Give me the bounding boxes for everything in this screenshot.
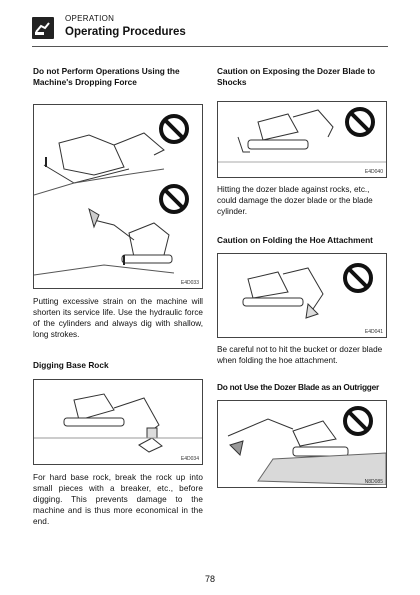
left-column (33, 66, 203, 527)
figure-code: E4D034 (180, 456, 199, 462)
prohibited-icon (158, 183, 190, 215)
dozer-shock-text: Hitting the dozer blade against rocks, etc., could damage the dozer blade or the blade cylinder. (217, 185, 373, 216)
figure-code: E4D041 (364, 329, 383, 335)
prohibited-icon (158, 113, 190, 145)
dozer-shock-heading: Caution on Exposing the Dozer Blade to Shocks (217, 66, 376, 87)
digging-rock-heading: Digging Base Rock (33, 360, 109, 370)
dropping-force-heading: Do not Perform Operations Using the Machine's Dropping Force (33, 66, 180, 87)
header-divider (32, 46, 388, 47)
excavator-breaker-drawing (34, 380, 202, 462)
figure-code: N8D085 (364, 479, 383, 485)
page-number: 78 (204, 574, 215, 584)
figure-code: E4D033 (180, 280, 199, 286)
dozer-shock-illustration (217, 101, 387, 178)
figure-code: E4D040 (364, 169, 383, 175)
page-title: Operating Procedures (65, 26, 186, 38)
outrigger-heading: Do not Use the Dozer Blade as an Outrigger (217, 382, 379, 392)
prohibited-icon (344, 106, 376, 138)
dropping-force-illustration (33, 104, 203, 289)
digging-rock-illustration (33, 379, 203, 465)
dropping-force-text: Putting excessive strain on the machine will shorten its service life. Use the hydraulic force of the cylinders and always dig with shallow, long strokes. (33, 297, 203, 339)
folding-hoe-illustration (217, 253, 387, 338)
prohibited-icon (342, 262, 374, 294)
prohibited-icon (342, 405, 374, 437)
folding-hoe-heading: Caution on Folding the Hoe Attachment (217, 235, 373, 245)
folding-hoe-text: Be careful not to hit the bucket or dozer blade when folding the hoe attachment. (217, 345, 383, 365)
section-label: OPERATION (65, 14, 115, 23)
outrigger-illustration (217, 400, 387, 488)
digging-rock-text: For hard base rock, break the rock up into small pieces with a breaker, etc., before digging. This prevents damage to the machine and is thus more economical in the end. (33, 473, 203, 526)
operation-section-icon (32, 17, 54, 39)
right-column (217, 66, 387, 488)
